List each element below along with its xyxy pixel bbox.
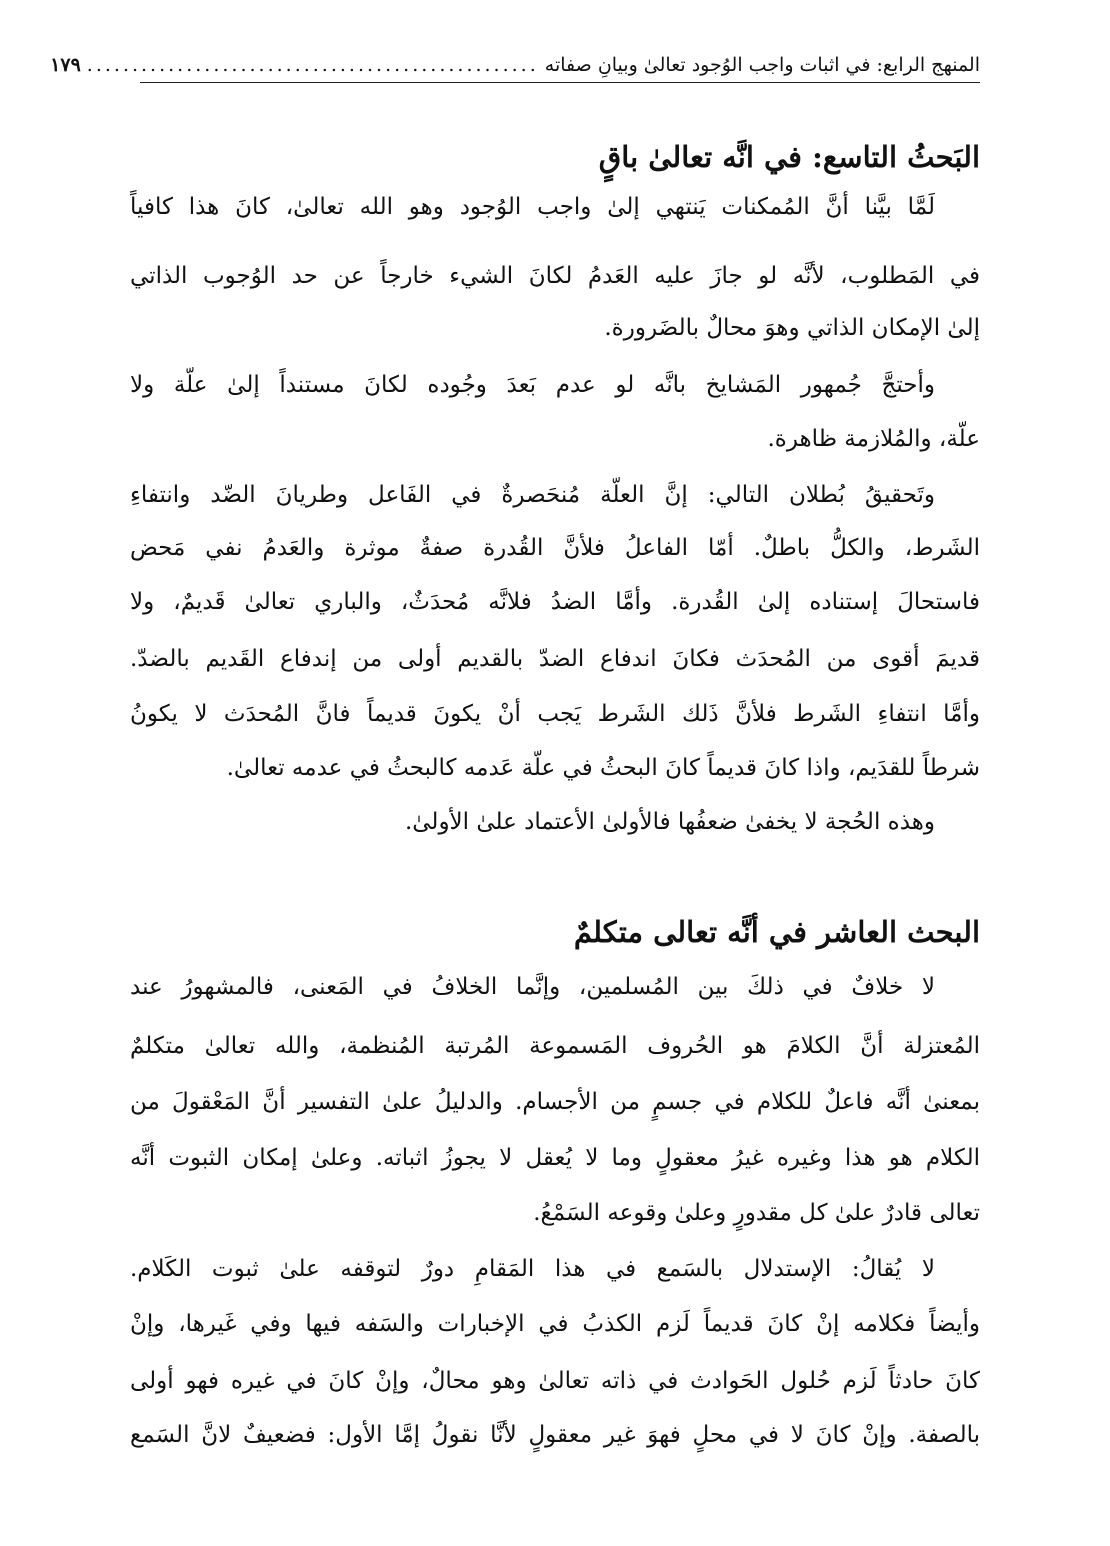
paragraph-line: وأمَّا انتفاءِ الشَرط فلأنَّ ذَلك الشَرط يَجب أنْ يكونَ قديماً فانَّ المُحدَث لا يكونُ xyxy=(130,701,980,727)
paragraph-line: كانَ حادثاً لَزم حُلول الحَوادث في ذاته تعالىٰ وهو محالٌ، وإنْ كانَ في غيره فهو أولى xyxy=(130,1368,980,1394)
paragraph-line: لا خلافٌ في ذلكَ بين المُسلمين، وإنَّما الخلافُ في المَعنى، فالمشهورُ عند xyxy=(130,974,935,1000)
section-heading-ninth: البَحثُ التاسع: في انَّه تعالىٰ باقٍ xyxy=(598,140,980,174)
paragraph-line: إلىٰ الإمكان الذاتي وهوَ محالٌ بالضَرورة. xyxy=(604,315,980,341)
paragraph-line: وهذه الحُجة لا يخفىٰ ضعفُها فالأولىٰ الأعتماد علىٰ الأولىٰ. xyxy=(404,809,935,835)
paragraph-line: وتَحقيقُ بُطلان التالي: إنَّ العلّة مُنحَصرةٌ في الفَاعل وطريانَ الضّد وانتفاءِ xyxy=(130,482,935,508)
paragraph-line: بمعنىٰ أنَّه فاعلٌ للكلام في جسمٍ من الأجسام. والدليلُ علىٰ التفسير أنَّ المَعْقولَ من xyxy=(130,1089,980,1115)
paragraph-line: وأيضاً فكلامه إنْ كانَ قديماً لَزم الكذبُ في الإخبارات والسَفه فيها وفي غَيرها، وإنْ xyxy=(130,1311,980,1337)
paragraph-line: وأحتجَّ جُمهور المَشايخ بانَّه لو عدم بَعدَ وجُوده لكانَ مستنداً إلىٰ علّة ولا xyxy=(130,372,935,398)
page-number: ١٧٩ xyxy=(50,54,81,76)
paragraph-line: قديمَ أقوى من المُحدَث فكانَ اندفاع الضدّ بالقديم أولى من إندفاع القَديم بالضدّ. xyxy=(130,646,980,672)
paragraph-line: الشَرط، والكلُّ باطلٌ. أمّا الفاعلُ فلأنَّ القُدرة صفةٌ موثرة والعَدمُ نفي مَحض xyxy=(130,535,980,561)
paragraph-line: فاستحالَ إستناده إلىٰ القُدرة. وأمَّا الضدُ فلانَّه مُحدَثٌ، والباري تعالىٰ قَديمٌ، ولا xyxy=(130,589,980,615)
paragraph-line: في المَطلوب، لأنَّه لو جازَ عليه العَدمُ لكانَ الشيء خارجاً عن حد الوُجوب الذاتي xyxy=(130,263,980,289)
paragraph-line: الكلام هو هذا وغيره غيرُ معقولٍ وما لا يُعقل لا يجوزُ اثباته. وعلىٰ إمكان الثبوت أنَّه xyxy=(130,1145,980,1171)
running-header xyxy=(50,42,980,83)
paragraph-line: بالصفة. وإنْ كانَ لا في محلٍ فهوَ غير معقولٍ لأنَّا نقولُ إمَّا الأول: فضعيفٌ لانَّ السَمع xyxy=(130,1422,980,1448)
header-title: المنهج الرابع: في اثبات واجب الوُجود تعالىٰ وبيانِ صفاته xyxy=(544,54,980,76)
paragraph-line: شرطاً للقدَيم، واذا كانَ قديماً كانَ البحثُ في علّة عَدمه كالبحثُ في عدمه تعالىٰ. xyxy=(226,755,980,781)
header-dot-leader: .................................................. xyxy=(86,54,539,76)
paragraph-line: المُعتزلة أنَّ الكلامَ هو الحُروف المَسموعة المُرتبة المُنظمة، والله تعالىٰ متكلمٌ xyxy=(130,1033,980,1059)
paragraph-line: لَمَّا بيَّنا أنَّ المُمكنات يَنتهي إلىٰ واجب الوُجود وهو الله تعالىٰ، كانَ هذا كافياً xyxy=(130,194,935,220)
paragraph-line: علّة، والمُلازمة ظاهرة. xyxy=(767,426,980,452)
paragraph-line: تعالى قادرٌ علىٰ كل مقدورٍ وعلىٰ وقوعه السَمْعُ. xyxy=(533,1200,980,1226)
paragraph-line: لا يُقالُ: الإستدلال بالسَمع في هذا المَقامِ دورٌ لتوقفه علىٰ ثبوت الكَلام. xyxy=(130,1256,935,1282)
section-heading-tenth: البحث العاشر في أنَّه تعالى متكلمٌ xyxy=(573,915,980,949)
